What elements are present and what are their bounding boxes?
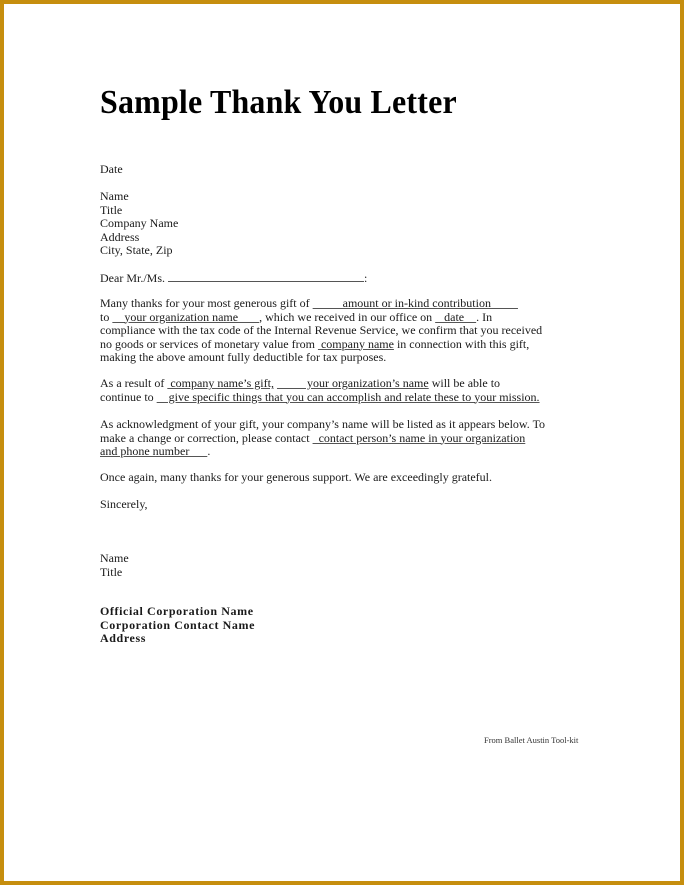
p1-text: in connection with this gift, <box>393 336 530 351</box>
field-contact-person: contact person’s name in your organization <box>312 430 526 445</box>
page-title: Sample Thank You Letter <box>100 84 457 121</box>
p1-text: no goods or services of monetary value from <box>100 336 318 351</box>
p3-text: . <box>207 444 211 458</box>
paragraph-acknowledgment <box>100 418 545 459</box>
signature-block <box>100 552 129 579</box>
p2-text: will be able to <box>428 376 501 390</box>
organization-block <box>100 605 255 646</box>
p1-text: making the above amount fully deductible for tax purposes. <box>100 350 387 364</box>
field-organization-name: your organization name <box>112 309 260 324</box>
p3-text: As acknowledgment of your gift, your company’s name will be listed as it appears below. To <box>100 417 546 431</box>
org-official-name: Official Corporation Name <box>100 604 254 618</box>
paragraph-closing-thanks <box>100 471 492 485</box>
paragraph-result <box>100 377 540 404</box>
salutation <box>100 271 367 285</box>
footer-credit: From Ballet Austin Tool-kit <box>484 735 579 745</box>
field-phone-number: and phone number <box>100 444 208 458</box>
salutation-suffix: : <box>364 271 368 285</box>
field-specific-things: give specific things that you can accomplish and relate these to your mission. <box>156 389 540 404</box>
p3-text: make a change or correction, please contact <box>100 430 313 445</box>
salutation-name-blank <box>168 271 364 282</box>
recipient-title: Title <box>100 202 123 217</box>
salutation-prefix: Dear Mr./Ms. <box>100 271 165 285</box>
field-organization-name-2: your organization’s name <box>276 376 429 390</box>
field-date: date <box>435 309 477 324</box>
field-amount-contribution: amount or in-kind contribution <box>312 296 518 310</box>
p4-text: Once again, many thanks for your generous support. We are exceedingly grateful. <box>100 470 493 484</box>
closing <box>100 498 148 512</box>
closing-text: Sincerely, <box>100 497 148 511</box>
org-contact-name: Corporation Contact Name <box>100 617 256 632</box>
date-line <box>100 163 123 177</box>
date-label: Date <box>100 162 123 176</box>
p1-text: . In <box>476 309 493 324</box>
paragraph-gift <box>100 297 542 365</box>
recipient-address-block <box>100 190 178 258</box>
recipient-name: Name <box>100 189 129 203</box>
field-company-name: company name <box>317 336 394 351</box>
org-address: Address <box>100 631 146 645</box>
signature-title: Title <box>100 564 123 579</box>
p1-text: to <box>100 309 113 324</box>
recipient-company: Company Name <box>100 216 179 230</box>
recipient-city-state-zip: City, State, Zip <box>100 243 173 257</box>
p1-text: compliance with the tax code of the Internal Revenue Service, we confirm that you received <box>100 323 543 337</box>
p1-text: Many thanks for your most generous gift of <box>100 296 313 310</box>
field-company-gift: company name’s gift, <box>167 376 274 390</box>
signature-name: Name <box>100 551 129 565</box>
recipient-address: Address <box>100 229 140 244</box>
p2-text: continue to <box>100 389 157 404</box>
p1-text: , which we received in our office on <box>259 309 436 324</box>
p2-text: As a result of <box>100 376 168 390</box>
